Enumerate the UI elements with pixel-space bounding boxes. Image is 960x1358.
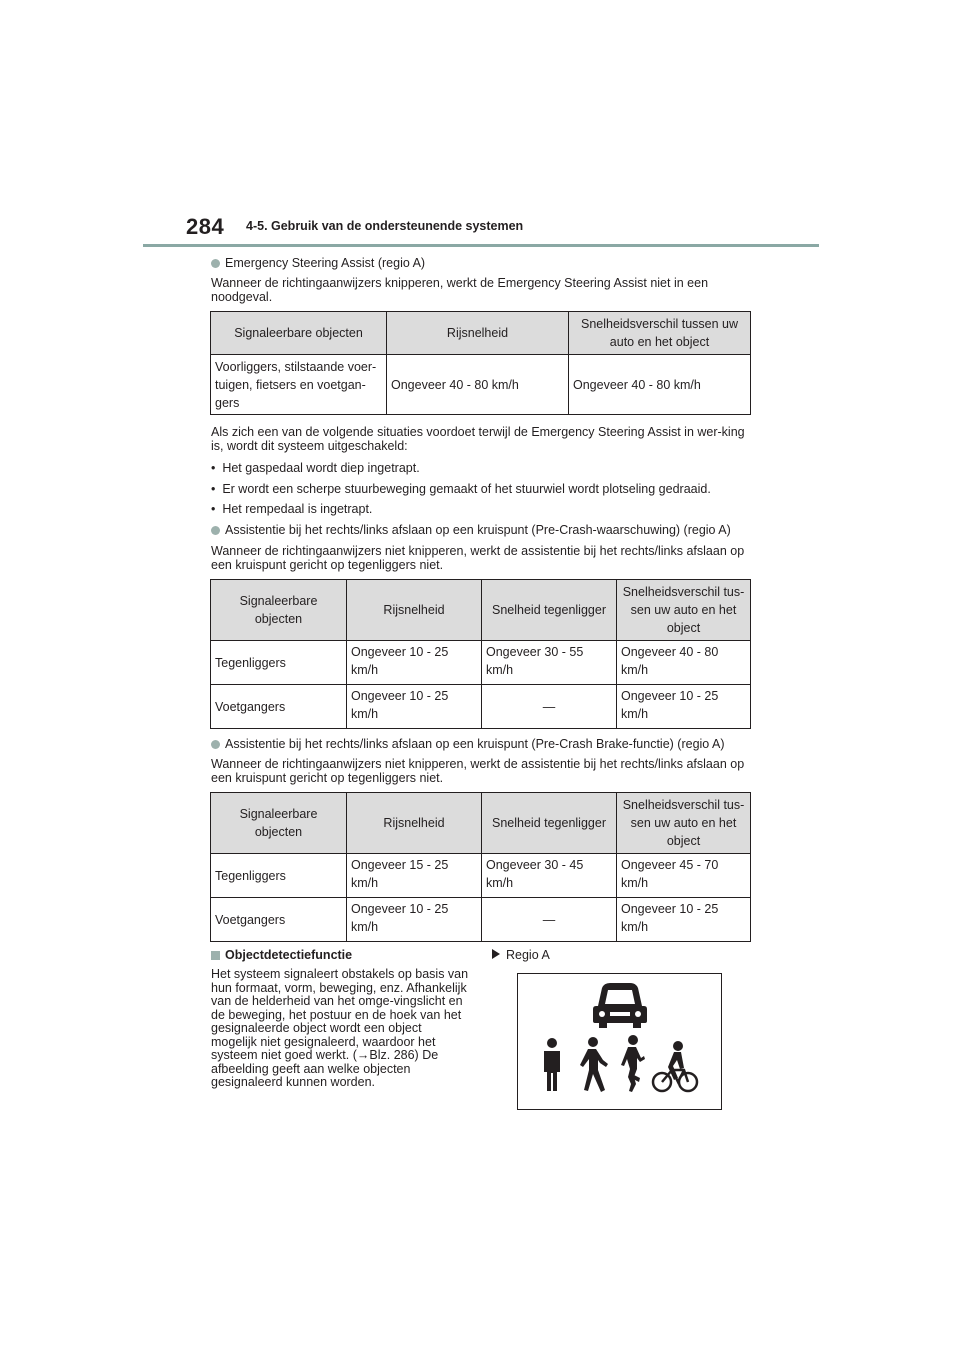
warning-heading: Assistentie bij het rechts/links afslaan op een kruispunt (Pre-Crash-waarschuwing) (regio A) bbox=[211, 523, 731, 537]
table-cell: Ongeveer 40 - 80 km/h bbox=[617, 641, 751, 685]
warning-intro: Wanneer de richtingaanwijzers niet knipperen, werkt de assistentie bij het rechts/links afslaan op een kruispunt gericht op tegenliggers niet. bbox=[211, 544, 745, 572]
table-header: Rijsnelheid bbox=[387, 312, 569, 355]
detectable-objects-illustration bbox=[518, 974, 721, 1109]
esa-cancel-intro: Als zich een van de volgende situaties voordoet terwijl de Emergency Steering Assist in wer-king is, wordt dit systeem uitgeschakeld: bbox=[211, 425, 745, 453]
brake-heading: Assistentie bij het rechts/links afslaan op een kruispunt (Pre-Crash Brake-functie) (regio A) bbox=[211, 737, 725, 751]
table-cell: Tegenliggers bbox=[211, 641, 347, 685]
pedestrian-standing-icon bbox=[544, 1038, 560, 1091]
bullet-icon bbox=[211, 526, 220, 535]
bullet-icon bbox=[211, 740, 220, 749]
table-cell: Ongeveer 10 - 25 km/h bbox=[617, 898, 751, 942]
detection-body: Het systeem signaleert obstakels op basis van hun formaat, vorm, beweging, enz. Afhankelijk van de helderheid van het omge-vingslicht en de beweging, het postuur en de hoek van het gesignaleerde object wordt een object mogelijk niet gesignaleerd, waardoor het systeem niet goed werkt. (→Blz. 286) De afbeelding geeft aan welke objecten gesignaleerd kunnen worden. bbox=[211, 967, 469, 1089]
bullet-icon bbox=[211, 259, 220, 268]
table-cell: Voetgangers bbox=[211, 898, 347, 942]
detectable-objects-figure bbox=[517, 973, 722, 1110]
pedestrian-running-icon bbox=[621, 1035, 645, 1092]
figure-label: Regio A bbox=[492, 948, 550, 962]
esa-table bbox=[210, 311, 751, 415]
detection-heading: Objectdetectiefunctie bbox=[211, 948, 352, 962]
page-number: 284 bbox=[186, 214, 225, 239]
brake-intro: Wanneer de richtingaanwijzers niet knipperen, werkt de assistentie bij het rechts/links afslaan op een kruispunt gericht op tegenliggers niet. bbox=[211, 757, 745, 785]
section-marker-icon bbox=[211, 951, 220, 960]
table-header: Signaleerbare objecten bbox=[211, 793, 347, 854]
table-cell: Ongeveer 45 - 70 km/h bbox=[617, 854, 751, 898]
table-cell: — bbox=[482, 685, 617, 729]
list-item: • Het rempedaal is ingetrapt. bbox=[211, 502, 373, 516]
table-cell: Ongeveer 40 - 80 km/h bbox=[569, 355, 751, 415]
table-header: Snelheidsverschil tussen uw auto en het object bbox=[569, 312, 751, 355]
warning-table bbox=[210, 579, 751, 729]
table-header: Snelheid tegenligger bbox=[482, 580, 617, 641]
table-cell: Ongeveer 30 - 45 km/h bbox=[482, 854, 617, 898]
table-cell: Ongeveer 10 - 25 km/h bbox=[347, 685, 482, 729]
table-cell: Voorliggers, stilstaande voer-tuigen, fietsers en voetgan-gers bbox=[211, 355, 387, 415]
list-item: • Het gaspedaal wordt diep ingetrapt. bbox=[211, 461, 420, 475]
table-header: Snelheid tegenligger bbox=[482, 793, 617, 854]
table-header: Snelheidsverschil tus-sen uw auto en het object bbox=[617, 793, 751, 854]
table-cell: — bbox=[482, 898, 617, 942]
header-rule bbox=[143, 244, 819, 247]
list-item: • Er wordt een scherpe stuurbeweging gemaakt of het stuurwiel wordt plotseling gedraaid. bbox=[211, 482, 711, 496]
esa-heading: Emergency Steering Assist (regio A) bbox=[211, 256, 425, 270]
table-header: Rijsnelheid bbox=[347, 793, 482, 854]
table-cell: Ongeveer 30 - 55 km/h bbox=[482, 641, 617, 685]
table-cell: Ongeveer 15 - 25 km/h bbox=[347, 854, 482, 898]
pedestrian-walking-icon bbox=[580, 1037, 608, 1092]
table-header: Signaleerbare objecten bbox=[211, 580, 347, 641]
arrow-icon bbox=[492, 949, 500, 959]
esa-intro: Wanneer de richtingaanwijzers knipperen, werkt de Emergency Steering Assist niet in een noodgeval. bbox=[211, 276, 709, 304]
table-header: Snelheidsverschil tus-sen uw auto en het object bbox=[617, 580, 751, 641]
brake-table bbox=[210, 792, 751, 942]
table-cell: Ongeveer 10 - 25 km/h bbox=[347, 898, 482, 942]
table-header: Rijsnelheid bbox=[347, 580, 482, 641]
table-cell: Ongeveer 10 - 25 km/h bbox=[347, 641, 482, 685]
table-cell: Voetgangers bbox=[211, 685, 347, 729]
table-cell: Ongeveer 40 - 80 km/h bbox=[387, 355, 569, 415]
section-title: 4-5. Gebruik van de ondersteunende systemen bbox=[246, 219, 524, 233]
table-cell: Ongeveer 10 - 25 km/h bbox=[617, 685, 751, 729]
car-icon bbox=[593, 983, 647, 1028]
table-header: Signaleerbare objecten bbox=[211, 312, 387, 355]
table-cell: Tegenliggers bbox=[211, 854, 347, 898]
